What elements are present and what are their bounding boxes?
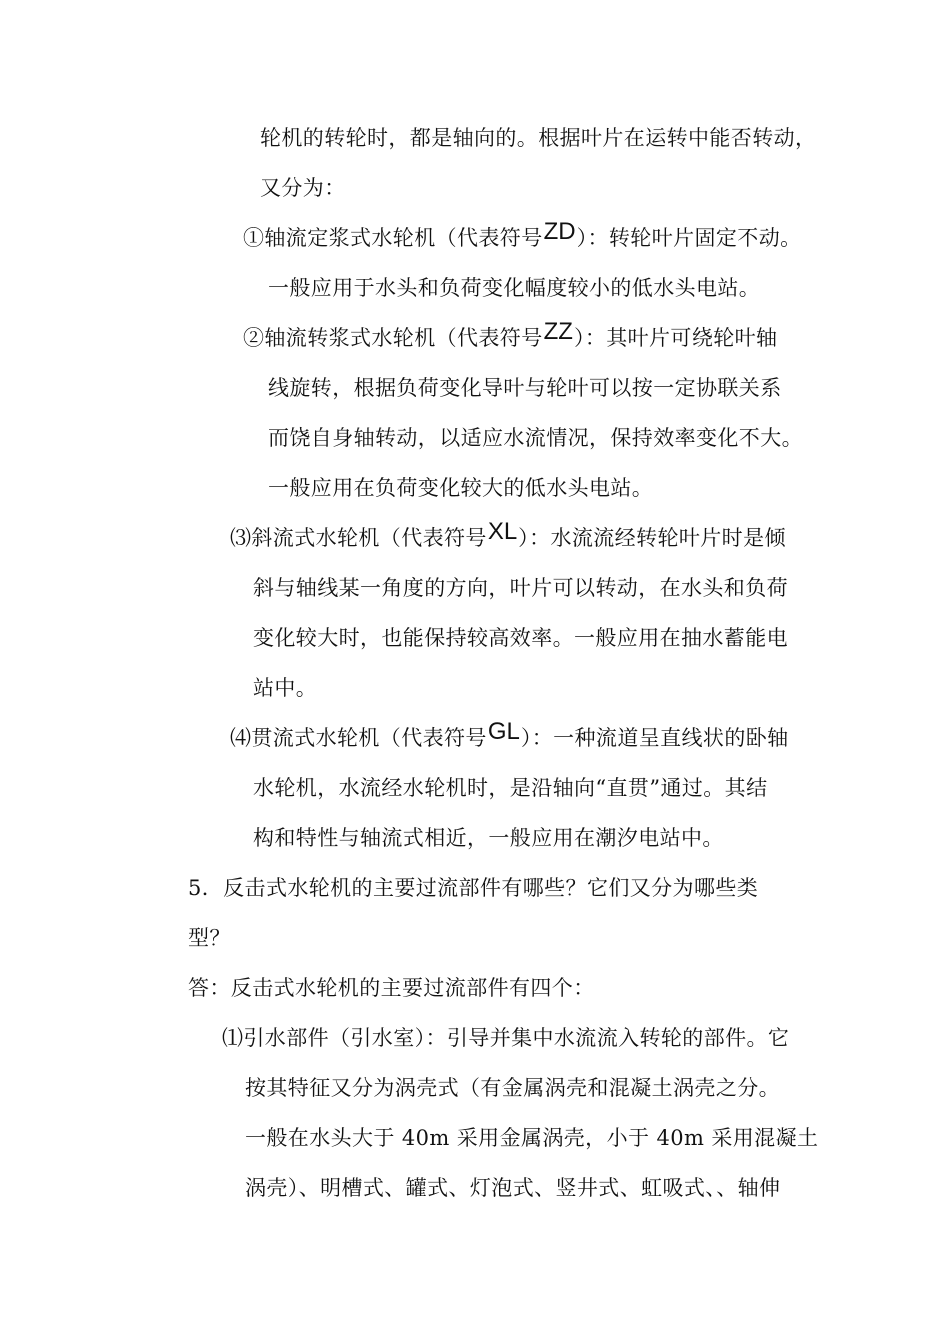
- question-heading-continued: 型？: [188, 926, 231, 950]
- answer-line: 答：反击式水轮机的主要过流部件有四个：: [188, 976, 595, 1000]
- text-line: 而饶自身轴转动，以适应水流情况，保持效率变化不大。: [268, 426, 803, 450]
- text-line-with-symbol: [230, 718, 789, 753]
- text-segment: ②轴流转浆式水轮机（代表符号: [243, 326, 543, 350]
- text-line: ⑴引水部件（引水室）：引导并集中水流流入转轮的部件。它: [222, 1026, 790, 1050]
- text-line: 又分为：: [260, 176, 346, 200]
- type-symbol: XL: [487, 518, 518, 545]
- text-segment: ⑶斜流式水轮机（代表符号: [230, 526, 487, 550]
- text-segment: ⑷贯流式水轮机（代表符号: [230, 726, 487, 750]
- text-line: 线旋转，根据负荷变化导叶与轮叶可以按一定协联关系: [268, 376, 782, 400]
- text-line: 一般应用在负荷变化较大的低水头电站。: [268, 476, 654, 500]
- text-segment: ）：一种流道呈直线状的卧轴: [520, 726, 789, 750]
- type-symbol: ZZ: [543, 318, 573, 345]
- text-segment: ①轴流定浆式水轮机（代表符号: [243, 226, 543, 250]
- text-line-with-symbol: [243, 218, 802, 253]
- text-line-with-symbol: [243, 318, 778, 353]
- text-line: 斜与轴线某一角度的方向，叶片可以转动，在水头和负荷: [253, 576, 788, 600]
- type-symbol: ZD: [543, 218, 576, 245]
- text-segment: ）：水流流经转轮叶片时是倾: [518, 526, 786, 550]
- text-line: 一般在水头大于 40m 采用金属涡壳，小于 40m 采用混凝土: [245, 1126, 819, 1150]
- text-line: 水轮机，水流经水轮机时，是沿轴向“直贯”通过。其结: [253, 776, 768, 800]
- text-line: 按其特征又分为涡壳式（有金属涡壳和混凝土涡壳之分。: [245, 1076, 780, 1100]
- text-line: 站中。: [253, 676, 318, 700]
- question-heading: 5．反击式水轮机的主要过流部件有哪些？它们又分为哪些类: [188, 876, 759, 900]
- text-line: 构和特性与轴流式相近，一般应用在潮汐电站中。: [253, 826, 724, 850]
- text-line: 一般应用于水头和负荷变化幅度较小的低水头电站。: [268, 276, 761, 300]
- text-segment: ）：其叶片可绕轮叶轴: [573, 326, 778, 350]
- text-line-with-symbol: [230, 518, 786, 553]
- text-line: 轮机的转轮时，都是轴向的。根据叶片在运转中能否转动，: [260, 126, 817, 150]
- type-symbol: GL: [487, 718, 520, 745]
- text-line: 变化较大时，也能保持较高效率。一般应用在抽水蓄能电: [253, 626, 788, 650]
- text-line: 涡壳）、明槽式、罐式、灯泡式、竖井式、虹吸式、、轴伸: [245, 1176, 781, 1200]
- text-segment: ）：转轮叶片固定不动。: [576, 226, 802, 250]
